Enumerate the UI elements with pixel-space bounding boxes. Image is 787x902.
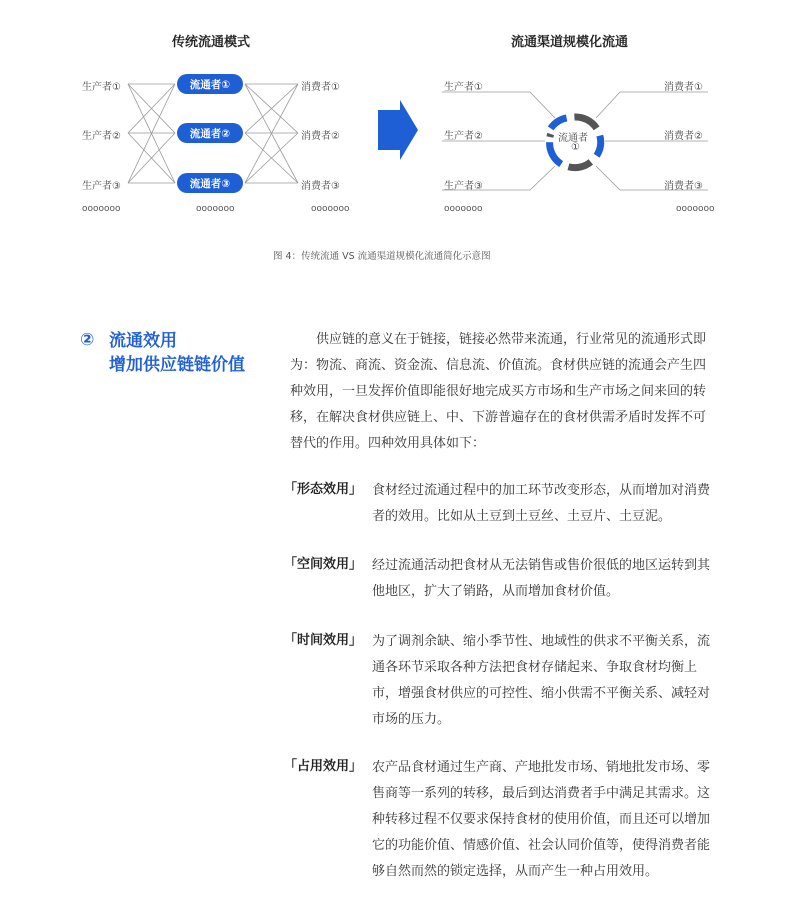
producer-label: 生产者② — [82, 131, 121, 142]
producer-label: 生产者③ — [444, 181, 483, 192]
ellipsis: ooooooo — [676, 204, 715, 214]
center-distributor-label: 流通者 — [558, 133, 588, 144]
consumer-label: 消费者① — [664, 82, 703, 93]
consumer-label: 消费者③ — [301, 181, 340, 192]
producer-label: 生产者② — [444, 131, 483, 142]
center-distributor-number: ① — [571, 142, 580, 153]
item-tag: 「时间效用」 — [284, 633, 363, 648]
item-tag: 「占用效用」 — [284, 759, 363, 774]
section-title-line1: 流通效用 — [109, 331, 177, 351]
item-tag: 「空间效用」 — [284, 557, 363, 572]
intro-paragraph: 供应链的意义在于链接，链接必然带来流通，行业常见的流通形式即为：物流、商流、资金流、信息流、价值流。食材供应链的流通会产生四种效用，一旦发挥价值即能很好地完成买方市场和生产市场之间来回的转移，在解决食材供应链上、中、下游普遍存在的食材供需矛盾时发挥不可替代的作用。四种效用具体如下： — [290, 332, 707, 451]
right-diagram-title: 流通渠道规模化流通 — [511, 35, 629, 50]
item-text: 经过流通活动把食材从无法销售或售价很低的地区运转到其他地区，扩大了销路，从而增加食材价值。 — [372, 558, 711, 599]
traditional-flow-lines — [0, 0, 787, 230]
consumer-label: 消费者③ — [664, 181, 703, 192]
distributor-pill: 流通者① — [177, 74, 243, 94]
section-number: ② — [80, 330, 95, 350]
distributor-pill: 流通者③ — [177, 173, 243, 193]
ellipsis: ooooooo — [196, 204, 235, 214]
left-diagram-title: 传统流通模式 — [172, 35, 251, 50]
consumer-label: 消费者② — [301, 131, 340, 142]
producer-label: 生产者① — [82, 82, 121, 93]
ellipsis: ooooooo — [311, 204, 350, 214]
figure-caption: 图 4：传统流通 VS 流通渠道规模化流通简化示意图 — [273, 251, 491, 262]
item-text: 农产品食材通过生产商、产地批发市场、销地批发市场、零售商等一系列的转移，最后到达消费者手中满足其需求。这种转移过程不仅要求保持食材的使用价值，而且还可以增加它的功能价值、情感价值、社会认同价值等，使得消费者能够自然而然的锁定选择，从而产生一种占用效用。 — [372, 760, 711, 879]
arrow-right-icon — [378, 100, 418, 160]
ellipsis: ooooooo — [444, 204, 483, 214]
item-text: 食材经过流通过程中的加工环节改变形态，从而增加对消费者的效用。比如从土豆到土豆丝、土豆片、土豆泥。 — [372, 483, 711, 524]
consumer-label: 消费者② — [664, 131, 703, 142]
producer-label: 生产者① — [444, 82, 483, 93]
item-text: 为了调剂余缺、缩小季节性、地域性的供求不平衡关系，流通各环节采取各种方法把食材存储起来、争取食材均衡上市，增强食材供应的可控性、缩小供需不平衡关系、减轻对市场的压力。 — [372, 634, 711, 727]
producer-label: 生产者③ — [82, 181, 121, 192]
ellipsis: ooooooo — [82, 204, 121, 214]
distributor-pill: 流通者② — [177, 123, 243, 143]
item-tag: 「形态效用」 — [284, 482, 363, 497]
section-title-line2: 增加供应链链价值 — [109, 355, 245, 375]
consumer-label: 消费者① — [301, 82, 340, 93]
